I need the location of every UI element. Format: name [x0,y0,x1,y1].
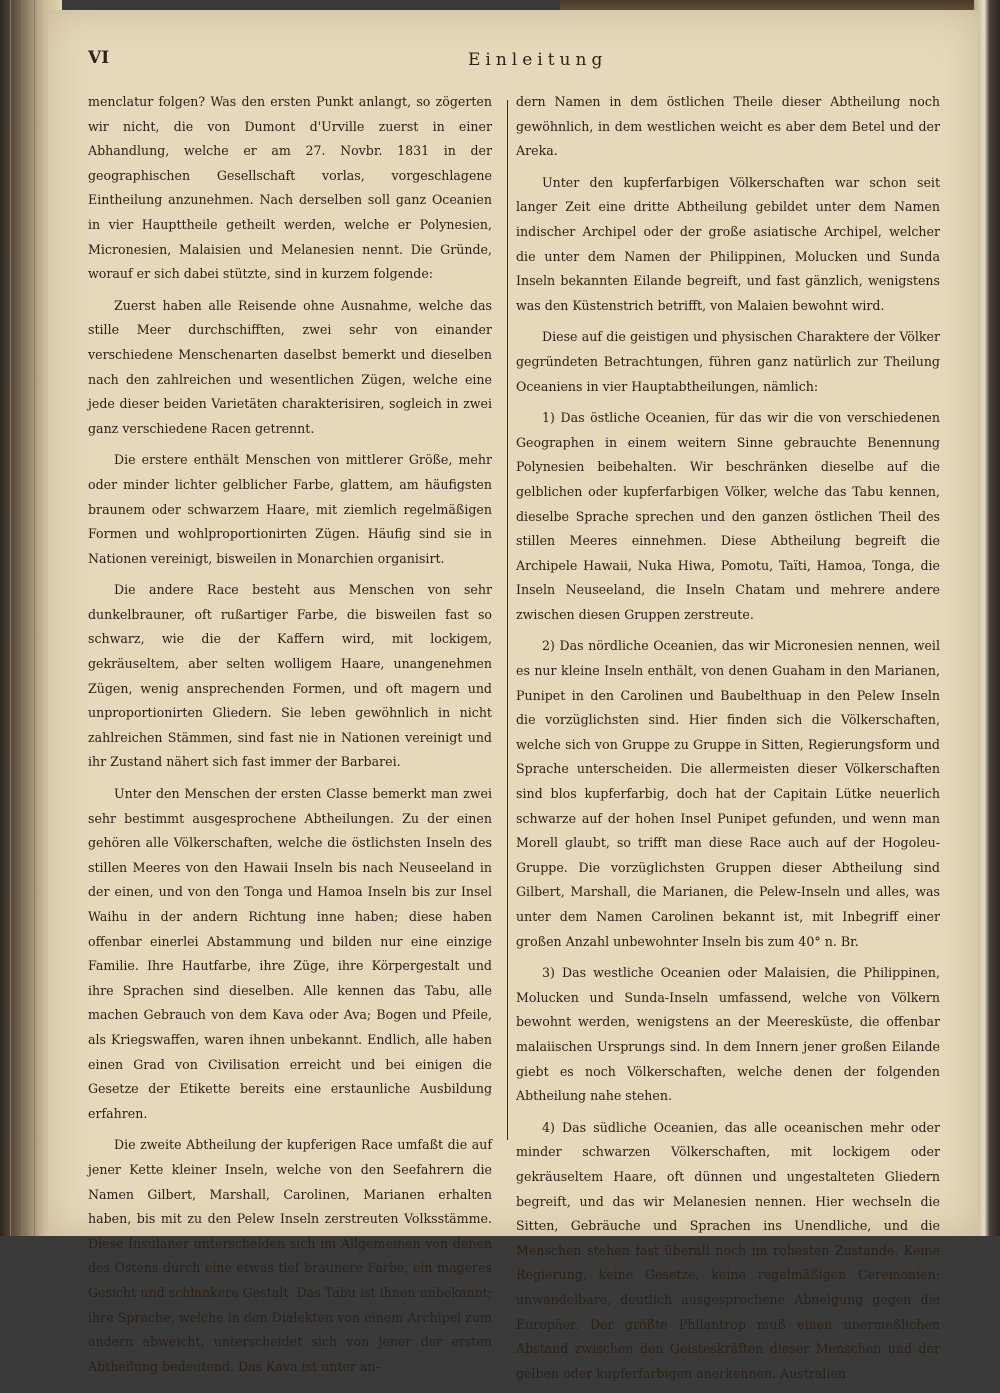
column-divider [507,100,508,1140]
paragraph: 1) Das östliche Oceanien, für das wir die von verschiedenen Geographen in einem weitern Sinne gebrauchte Benennung Polynesien beibehalten. Wir beschränken dieselbe auf die gelblichen oder kupferfarbigen Völker, welche das Tabu kennen, dieselbe Sprache sprechen und den ganzen östlichen Theil des stillen Meeres einnehmen. Diese Abtheilung begreift die Archipele Hawaii, Nuka Hiwa, Pomotu, Taïti, Hamoa, Tonga, die Inseln Neuseeland, die Inseln Chatam und mehrere andere zwischen diesen Gruppen zerstreute. [516,410,940,622]
paragraph: Die zweite Abtheilung der kupferigen Race umfaßt die auf jener Kette kleiner Inseln, welche von den Seefahrern die Namen Gilbert, Marshall, Carolinen, Marianen erhalten haben, bis mit zu den Pelew Inseln zerstreuten Volksstämme. Diese Insulaner unterscheiden sich im Allgemeinen von denen des Ostens durch eine etwas tief braunere Farbe, ein mageres Gesicht und schlankere Gestalt. Das Tabu ist ihnen unbekannt; ihre Sprache, welche in den Dialekten von einem Archipel zum andern abweicht, unterscheidet sich von jener der ersten Abtheilung bedeutend. Das Kava ist unter an- [88,1137,492,1374]
book-page [48,10,978,1381]
paragraph: menclatur folgen? Was den ersten Punkt anlangt, so zögerten wir nicht, die von Dumont d'Urville zuerst in einer Abhandlung, welche er am 27. Novbr. 1831 in der geographischen Gesellschaft vorlas, vorgeschlagene Eintheilung anzunehmen. Nach derselben soll ganz Oceanien in vier Haupttheile getheilt werden, welche er Polynesien, Micronesien, Malaisien und Melanesien nennt. Die Gründe, worauf er sich dabei stützte, sind in kurzem folgende: [88,94,492,282]
paragraph: Unter den Menschen der ersten Classe bemerkt man zwei sehr bestimmt ausgesprochene Abtheilungen. Zu der einen gehören alle Völkerschaften, welche die östlichsten Inseln des stillen Meeres von den Hawaii Inseln bis nach Neuseeland in der einen, und von den Tonga und Hamoa Inseln bis zur Insel Waihu in der andern Richtung inne haben; diese haben offenbar einerlei Abstammung und bilden nur eine einzige Familie. Ihre Hautfarbe, ihre Züge, ihre Körpergestalt und ihre Sprachen sind dieselben. Alle kennen das Tabu, alle machen Gebrauch von dem Kava oder Ava; Bogen und Pfeile, als Kriegswaffen, waren ihnen unbekannt. Endlich, alle haben einen Grad von Civilisation erreicht und bei einigen die Gesetze der Etikette bereits eine erstaunliche Ausbildung erfahren. [88,786,492,1121]
paragraph: Unter den kupferfarbigen Völkerschaften war schon seit langer Zeit eine dritte Abtheilung gebildet unter dem Namen indischer Archipel oder der große asiatische Archipel, welcher die unter dem Namen der Philippinen, Molucken und Sunda Inseln bekannten Eilande begreift, und fast gänzlich, wenigstens was den Küstenstrich betrifft, von Malaien bewohnt wird. [516,174,940,313]
running-title: Einleitung [468,50,608,70]
paragraph: dern Namen in dem östlichen Theile dieser Abtheilung noch gewöhnlich, in dem westlichen weicht es aber dem Betel und der Areka. [516,94,940,159]
left-column [88,90,492,1386]
paragraph: Die erstere enthält Menschen von mittlerer Größe, mehr oder minder lichter gelblicher Farbe, glattem, am häufigsten braunem oder schwarzem Haare, mit ziemlich regelmäßigen Formen und wohlproportionirten Zügen. Häufig sind sie in Nationen vereinigt, bisweilen in Monarchien organisirt. [88,452,492,566]
paragraph: Diese auf die geistigen und physischen Charaktere der Völker gegründeten Betrachtungen, führen ganz natürlich zur Theilung Oceaniens in vier Hauptabtheilungen, nämlich: [516,329,940,394]
paragraph: Die andere Race besteht aus Menschen von sehr dunkelbrauner, oft rußartiger Farbe, die bisweilen fast so schwarz, wie die der Kaffern wird, mit lockigem, gekräuseltem, aber selten wolligem Haare, unangenehmen Zügen, wenig ansprechenden Formen, und oft magern und unproportionirten Gliedern. Sie leben gewöhnlich in nicht zahlreichen Stämmen, sind fast nie in Nationen vereinigt und ihr Zustand nähert sich fast immer der Barbarei. [88,582,492,770]
right-column [516,90,940,1393]
paragraph: 3) Das westliche Oceanien oder Malaisien, die Philippinen, Molucken und Sunda-Inseln umfassend, welche von Völkern bewohnt werden, wenigstens an der Meeresküste, die offenbar malaiischen Ursprungs sind. In dem Innern jener großen Eilande giebt es noch Völkerschaften, welche denen der folgenden Abtheilung nahe stehen. [516,965,940,1104]
page-number: VI [88,48,110,68]
paragraph: Zuerst haben alle Reisende ohne Ausnahme, welche das stille Meer durchschifften, zwei sehr von einander verschiedene Menschenarten daselbst bemerkt und dieselben nach den zahlreichen und wesentlichen Zügen, welche eine jede dieser beiden Varietäten charakterisiren, sogleich in zwei ganz verschiedene Racen getrennt. [88,297,492,436]
paragraph: 2) Das nördliche Oceanien, das wir Micronesien nennen, weil es nur kleine Inseln enthält, von denen Guaham in den Marianen, Punipet in den Carolinen und Baubelthuap in den Pelew Inseln die vorzüglichsten sind. Hier finden sich die Völkerschaften, welche sich von Gruppe zu Gruppe in Sitten, Regierungsform und Sprache unterscheiden. Die allermeisten dieser Völkerschaften sind blos kupferfarbig, doch hat der Capitain Lütke neuerlich schwarze auf der hohen Insel Punipet gefunden, und wenn man Morell glaubt, so trifft man diese Race auch auf der Hogoleu-Gruppe. Die vorzüglichsten Gruppen dieser Abtheilung sind Gilbert, Marshall, die Marianen, die Pelew-Inseln und alles, was unter dem Namen Carolinen bekannt ist, mit Inbegriff einer großen Anzahl unbewohnter Inseln bis zum 40° n. Br. [516,638,940,949]
paragraph: 4) Das südliche Oceanien, das alle oceanischen mehr oder minder schwarzen Völkerschaften, mit lockigem oder gekräuseltem Haare, oft dünnen und ungestalteten Gliedern begreift, und das wir Melanesien nennen. Hier wechseln die Sitten, Gebräuche und Sprachen ins Unendliche, und die Menschen stehen fast überall noch im rohesten Zustande. Keine Regierung, keine Gesetze, keine regelmäßigen Ceremonien; unwandelbare, deutlich ausgesprochene Abneigung gegen die Europäer. Der größte Philantrop muß einen unermeßlichen Abstand zwischen den Geisteskräften dieser Menschen und der gelben oder kupferfarbigen anerkennen. Australien [516,1119,940,1381]
